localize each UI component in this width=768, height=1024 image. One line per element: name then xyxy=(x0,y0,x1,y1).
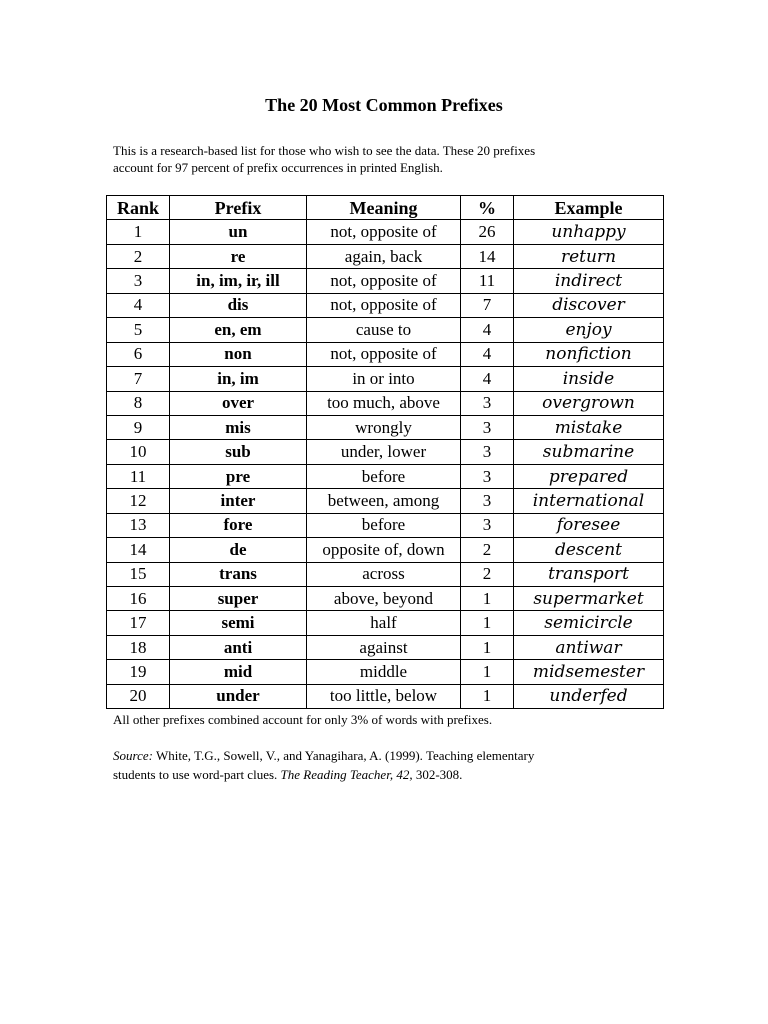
cell-prefix: under xyxy=(170,684,307,708)
cell-rank: 18 xyxy=(107,635,170,659)
cell-example: mistake xyxy=(514,415,664,439)
cell-rank: 14 xyxy=(107,538,170,562)
cell-prefix: en, em xyxy=(170,318,307,342)
cell-meaning: cause to xyxy=(307,318,461,342)
table-row xyxy=(107,611,664,635)
cell-prefix: trans xyxy=(170,562,307,586)
cell-meaning: not, opposite of xyxy=(307,220,461,244)
source-text-2: students to use word-part clues. xyxy=(113,767,281,782)
cell-percent: 1 xyxy=(461,587,514,611)
cell-example: inside xyxy=(514,367,664,391)
cell-example: return xyxy=(514,244,664,268)
cell-rank: 19 xyxy=(107,660,170,684)
cell-percent: 7 xyxy=(461,293,514,317)
table-header-row xyxy=(107,196,664,220)
cell-percent: 3 xyxy=(461,464,514,488)
table-row xyxy=(107,440,664,464)
cell-percent: 2 xyxy=(461,538,514,562)
cell-rank: 15 xyxy=(107,562,170,586)
cell-prefix: over xyxy=(170,391,307,415)
cell-meaning: under, lower xyxy=(307,440,461,464)
table-row xyxy=(107,367,664,391)
cell-prefix: anti xyxy=(170,635,307,659)
cell-meaning: again, back xyxy=(307,244,461,268)
table-row xyxy=(107,660,664,684)
source-citation xyxy=(113,746,673,784)
table-row xyxy=(107,318,664,342)
cell-example: prepared xyxy=(514,464,664,488)
cell-percent: 3 xyxy=(461,440,514,464)
cell-meaning: not, opposite of xyxy=(307,293,461,317)
prefix-table xyxy=(106,195,664,709)
cell-percent: 1 xyxy=(461,684,514,708)
cell-rank: 10 xyxy=(107,440,170,464)
cell-percent: 11 xyxy=(461,269,514,293)
cell-rank: 16 xyxy=(107,587,170,611)
cell-rank: 1 xyxy=(107,220,170,244)
source-text-1: White, T.G., Sowell, V., and Yanagihara, A. (1999). Teaching elementary xyxy=(152,748,535,763)
cell-meaning: above, beyond xyxy=(307,587,461,611)
table-row xyxy=(107,464,664,488)
header-percent: % xyxy=(461,196,514,220)
table-row xyxy=(107,269,664,293)
cell-example: antiwar xyxy=(514,635,664,659)
cell-prefix: super xyxy=(170,587,307,611)
table-row xyxy=(107,293,664,317)
cell-percent: 4 xyxy=(461,367,514,391)
cell-prefix: non xyxy=(170,342,307,366)
cell-rank: 13 xyxy=(107,513,170,537)
cell-prefix: in, im, ir, ill xyxy=(170,269,307,293)
source-line-1 xyxy=(113,746,673,765)
intro-line-1: This is a research-based list for those who wish to see the data. These 20 prefixes xyxy=(113,143,536,158)
table-row xyxy=(107,562,664,586)
table-row xyxy=(107,513,664,537)
cell-percent: 14 xyxy=(461,244,514,268)
cell-example: underfed xyxy=(514,684,664,708)
cell-meaning: against xyxy=(307,635,461,659)
cell-percent: 1 xyxy=(461,635,514,659)
table-row xyxy=(107,587,664,611)
cell-prefix: sub xyxy=(170,440,307,464)
intro-line-2: account for 97 percent of prefix occurrences in printed English. xyxy=(113,160,443,175)
header-meaning: Meaning xyxy=(307,196,461,220)
table-row xyxy=(107,244,664,268)
cell-percent: 3 xyxy=(461,391,514,415)
cell-rank: 4 xyxy=(107,293,170,317)
source-label: Source: xyxy=(113,748,153,763)
cell-rank: 5 xyxy=(107,318,170,342)
cell-percent: 26 xyxy=(461,220,514,244)
cell-example: enjoy xyxy=(514,318,664,342)
cell-prefix: un xyxy=(170,220,307,244)
cell-percent: 1 xyxy=(461,611,514,635)
document-title: The 20 Most Common Prefixes xyxy=(265,95,503,115)
cell-example: nonfiction xyxy=(514,342,664,366)
source-pages: 302-308. xyxy=(412,767,463,782)
table-row xyxy=(107,391,664,415)
cell-prefix: inter xyxy=(170,489,307,513)
cell-meaning: wrongly xyxy=(307,415,461,439)
cell-percent: 3 xyxy=(461,513,514,537)
cell-example: indirect xyxy=(514,269,664,293)
cell-meaning: across xyxy=(307,562,461,586)
cell-prefix: in, im xyxy=(170,367,307,391)
cell-percent: 2 xyxy=(461,562,514,586)
cell-example: transport xyxy=(514,562,664,586)
cell-meaning: before xyxy=(307,464,461,488)
source-journal: The Reading Teacher, 42, xyxy=(280,767,413,782)
cell-meaning: not, opposite of xyxy=(307,342,461,366)
cell-prefix: semi xyxy=(170,611,307,635)
cell-percent: 4 xyxy=(461,318,514,342)
header-example: Example xyxy=(514,196,664,220)
cell-example: descent xyxy=(514,538,664,562)
table-row xyxy=(107,684,664,708)
cell-example: submarine xyxy=(514,440,664,464)
cell-example: international xyxy=(514,489,664,513)
cell-rank: 2 xyxy=(107,244,170,268)
cell-example: discover xyxy=(514,293,664,317)
cell-example: overgrown xyxy=(514,391,664,415)
cell-rank: 3 xyxy=(107,269,170,293)
table-row xyxy=(107,489,664,513)
source-line-2 xyxy=(113,765,673,784)
cell-rank: 9 xyxy=(107,415,170,439)
cell-rank: 11 xyxy=(107,464,170,488)
cell-example: supermarket xyxy=(514,587,664,611)
cell-prefix: de xyxy=(170,538,307,562)
footnote-other-prefixes: All other prefixes combined account for only 3% of words with prefixes. xyxy=(113,712,493,727)
cell-rank: 7 xyxy=(107,367,170,391)
cell-meaning: too little, below xyxy=(307,684,461,708)
cell-rank: 20 xyxy=(107,684,170,708)
cell-rank: 17 xyxy=(107,611,170,635)
table-row xyxy=(107,538,664,562)
cell-meaning: in or into xyxy=(307,367,461,391)
cell-prefix: mid xyxy=(170,660,307,684)
cell-prefix: re xyxy=(170,244,307,268)
cell-meaning: middle xyxy=(307,660,461,684)
intro-paragraph xyxy=(113,142,673,176)
cell-example: midsemester xyxy=(514,660,664,684)
cell-prefix: dis xyxy=(170,293,307,317)
table-row xyxy=(107,342,664,366)
cell-percent: 3 xyxy=(461,415,514,439)
cell-prefix: pre xyxy=(170,464,307,488)
cell-meaning: too much, above xyxy=(307,391,461,415)
cell-percent: 4 xyxy=(461,342,514,366)
cell-prefix: mis xyxy=(170,415,307,439)
cell-example: unhappy xyxy=(514,220,664,244)
table-row xyxy=(107,220,664,244)
cell-prefix: fore xyxy=(170,513,307,537)
cell-percent: 3 xyxy=(461,489,514,513)
cell-example: semicircle xyxy=(514,611,664,635)
header-prefix: Prefix xyxy=(170,196,307,220)
cell-meaning: opposite of, down xyxy=(307,538,461,562)
header-rank: Rank xyxy=(107,196,170,220)
cell-rank: 12 xyxy=(107,489,170,513)
cell-meaning: not, opposite of xyxy=(307,269,461,293)
table-body xyxy=(107,220,664,709)
cell-meaning: half xyxy=(307,611,461,635)
cell-example: foresee xyxy=(514,513,664,537)
cell-percent: 1 xyxy=(461,660,514,684)
cell-meaning: between, among xyxy=(307,489,461,513)
cell-rank: 6 xyxy=(107,342,170,366)
cell-rank: 8 xyxy=(107,391,170,415)
cell-meaning: before xyxy=(307,513,461,537)
table-row xyxy=(107,635,664,659)
table-row xyxy=(107,415,664,439)
